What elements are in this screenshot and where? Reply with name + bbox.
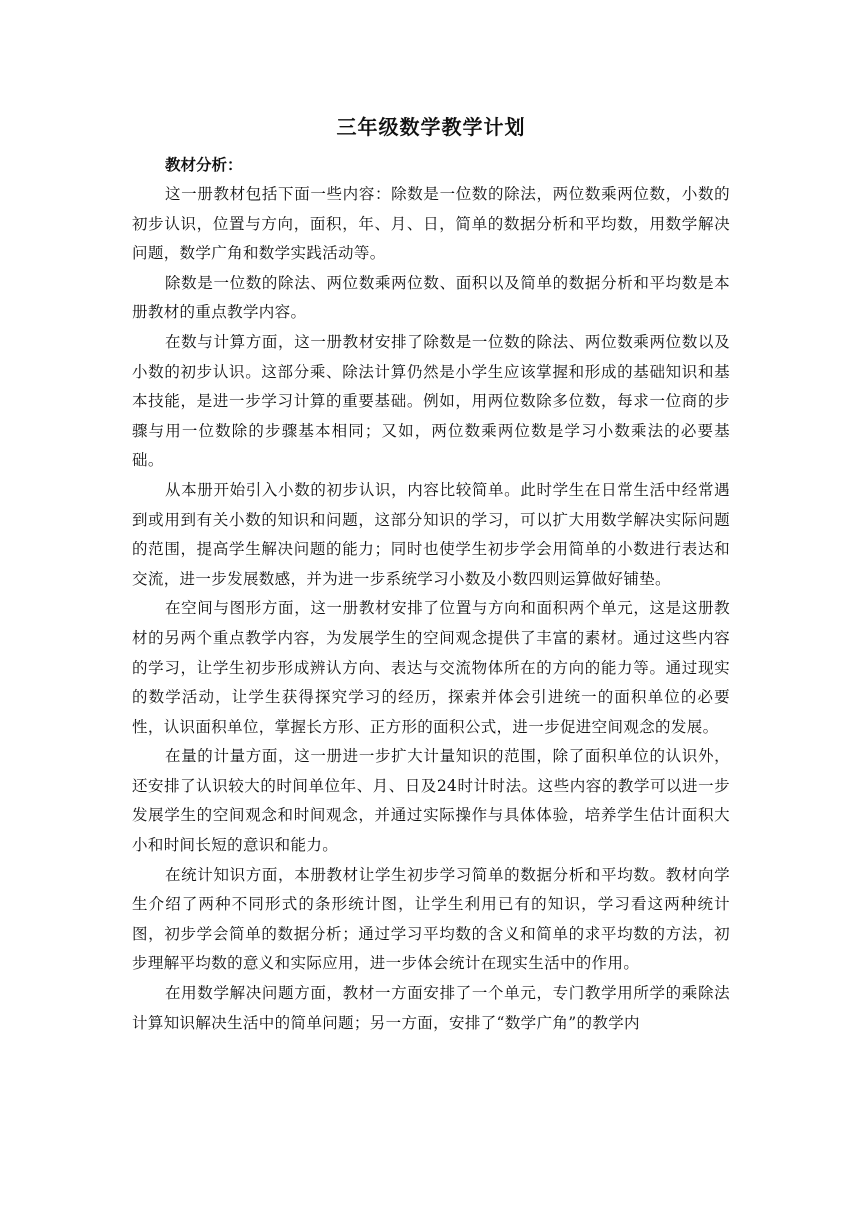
- paragraph-space-shape: 在空间与图形方面，这一册教材安排了位置与方向和面积两个单元，这是这册教材的另两个重点教学内容，为发展学生的空间观念提供了丰富的素材。通过这些内容的学习，让学生初步形成辨认方向、表达与交流物体所在的方向的能力等。通过现实的数学活动，让学生获得探究学习的经历，探索并体会引进统一的面积单位的必要性，认识面积单位，掌握长方形、正方形的面积公式，进一步促进空间观念的发展。: [132, 599, 730, 736]
- paragraph-contents: 这一册教材包括下面一些内容：除数是一位数的除法，两位数乘两位数，小数的初步认识，位置与方向，面积，年、月、日，简单的数据分析和平均数，用数学解决问题，数学广角和数学实践活动等。: [132, 185, 730, 263]
- paragraph-key-content: 除数是一位数的除法、两位数乘两位数、面积以及简单的数据分析和平均数是本册教材的重点教学内容。: [132, 273, 730, 322]
- section-heading: 教材分析：: [165, 155, 243, 174]
- paragraph-measurement: 在量的计量方面，这一册进一步扩大计量知识的范围，除了面积单位的认识外，还安排了认识较大的时间单位年、月、日及24时计时法。这些内容的教学可以进一步发展学生的空间观念和时间观念，并通过实际操作与具体体验，培养学生估计面积大小和时间长短的意识和能力。: [132, 747, 730, 855]
- paragraph-problem-solving: 在用数学解决问题方面，教材一方面安排了一个单元，专门教学用所学的乘除法计算知识解决生活中的简单问题；另一方面，安排了“数学广角”的教学内: [132, 984, 730, 1032]
- page-title: 三年级数学教学计划: [336, 115, 526, 139]
- paragraph-statistics: 在统计知识方面，本册教材让学生初步学习简单的数据分析和平均数。教材向学生介绍了两种不同形式的条形统计图，让学生利用已有的知识，学习看这两种统计图，初步学会简单的数据分析；通过学习平均数的含义和简单的求平均数的方法，初步理解平均数的意义和实际应用，进一步体会统计在现实生活中的作用。: [132, 865, 730, 973]
- document-body: [132, 110, 730, 1038]
- paragraph-number-calculation: 在数与计算方面，这一册教材安排了除数是一位数的除法、两位数乘两位数以及小数的初步认识。这部分乘、除法计算仍然是小学生应该掌握和形成的基础知识和基本技能，是进一步学习计算的重要基础。例如，用两位数除多位数，每求一位商的步骤与用一位数除的步骤基本相同；又如，两位数乘两位数是学习小数乘法的必要基础。: [132, 332, 730, 470]
- paragraph-decimals: 从本册开始引入小数的初步认识，内容比较简单。此时学生在日常生活中经常遇到或用到有关小数的知识和问题，这部分知识的学习，可以扩大用数学解决实际问题的范围，提高学生解决问题的能力；同时也使学生初步学会用简单的小数进行表达和交流，进一步发展数感，并为进一步系统学习小数及小数四则运算做好铺垫。: [132, 480, 730, 588]
